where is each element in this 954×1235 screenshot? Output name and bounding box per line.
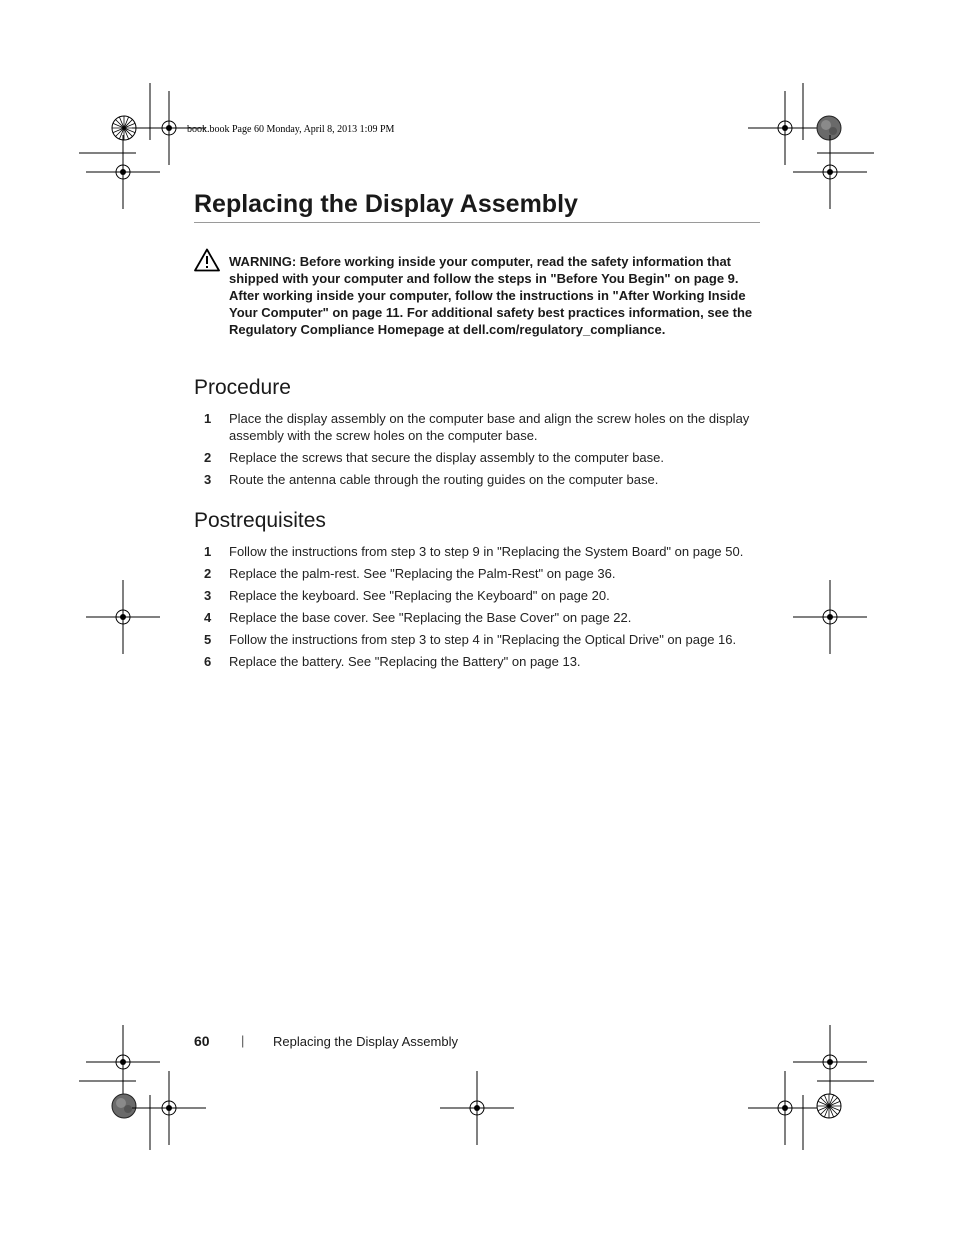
registration-crosshair-icon [440,1071,514,1145]
print-header: book.book Page 60 Monday, April 8, 2013 1:09 PM [187,124,395,135]
step-number: 3 [204,472,212,487]
step-text: Replace the base cover. See "Replacing the Base Cover" on page 22. [229,610,632,625]
step-text: Follow the instructions from step 3 to step 9 in "Replacing the System Board" on page 50. [229,544,744,559]
registration-crosshair-icon [793,580,867,654]
procedure-steps [194,410,764,493]
registration-starburst-icon [817,1094,841,1118]
step-text: Replace the keyboard. See "Replacing the Keyboard" on page 20. [229,588,610,603]
registration-crosshair-icon [748,1071,822,1145]
registration-crosshair-icon [86,135,160,209]
step-text: Replace the battery. See "Replacing the Battery" on page 13. [229,654,581,669]
registration-crosshair-icon [86,580,160,654]
registration-crosshair-icon [793,1025,867,1099]
step-text: Follow the instructions from step 3 to step 4 in "Replacing the Optical Drive" on page 16. [229,632,737,647]
step-number: 6 [204,654,212,669]
list-item [194,565,764,582]
step-number: 1 [204,544,212,559]
step-text: Route the antenna cable through the routing guides on the computer base. [229,472,659,487]
list-item [194,449,764,466]
list-item [194,653,764,670]
registration-disc-icon [817,116,841,140]
warning-triangle-icon [194,248,220,272]
registration-crosshair-icon [132,1071,206,1145]
registration-crosshair-icon [86,1025,160,1099]
step-number: 1 [204,411,212,426]
list-item [194,587,764,604]
list-item [194,609,764,626]
title-divider [194,222,760,223]
step-number: 2 [204,450,212,465]
step-number: 5 [204,632,212,647]
page-number: 60 [194,1033,210,1049]
registration-crosshair-icon [748,91,822,165]
list-item [194,543,764,560]
footer-separator: | [241,1033,245,1048]
page-title: Replacing the Display Assembly [194,190,578,218]
list-item [194,410,764,444]
step-number: 4 [204,610,212,625]
list-item [194,471,764,488]
registration-disc-icon [112,1094,136,1118]
registration-crosshair-icon [793,135,867,209]
warning-text: WARNING: Before working inside your computer, read the safety information that shipped with your computer and follow the steps in "Before You Begin" on page 9. After working inside your computer, follow the instructions in "After Working Inside Your Computer" on page 11. For additional safety best practices information, see the Regulatory Compliance Homepage at dell.com/regulatory_compliance. [229,254,753,337]
procedure-heading: Procedure [194,376,291,399]
postrequisites-steps [194,543,764,675]
step-text: Replace the screws that secure the display assembly to the computer base. [229,450,664,465]
step-text: Replace the palm-rest. See "Replacing the Palm-Rest" on page 36. [229,566,616,581]
step-number: 3 [204,588,212,603]
step-text: Place the display assembly on the computer base and align the screw holes on the display assembly with the screw holes on the computer base. [229,411,750,443]
postrequisites-heading: Postrequisites [194,509,326,532]
step-number: 2 [204,566,212,581]
list-item [194,631,764,648]
footer-section-title: Replacing the Display Assembly [273,1034,458,1049]
